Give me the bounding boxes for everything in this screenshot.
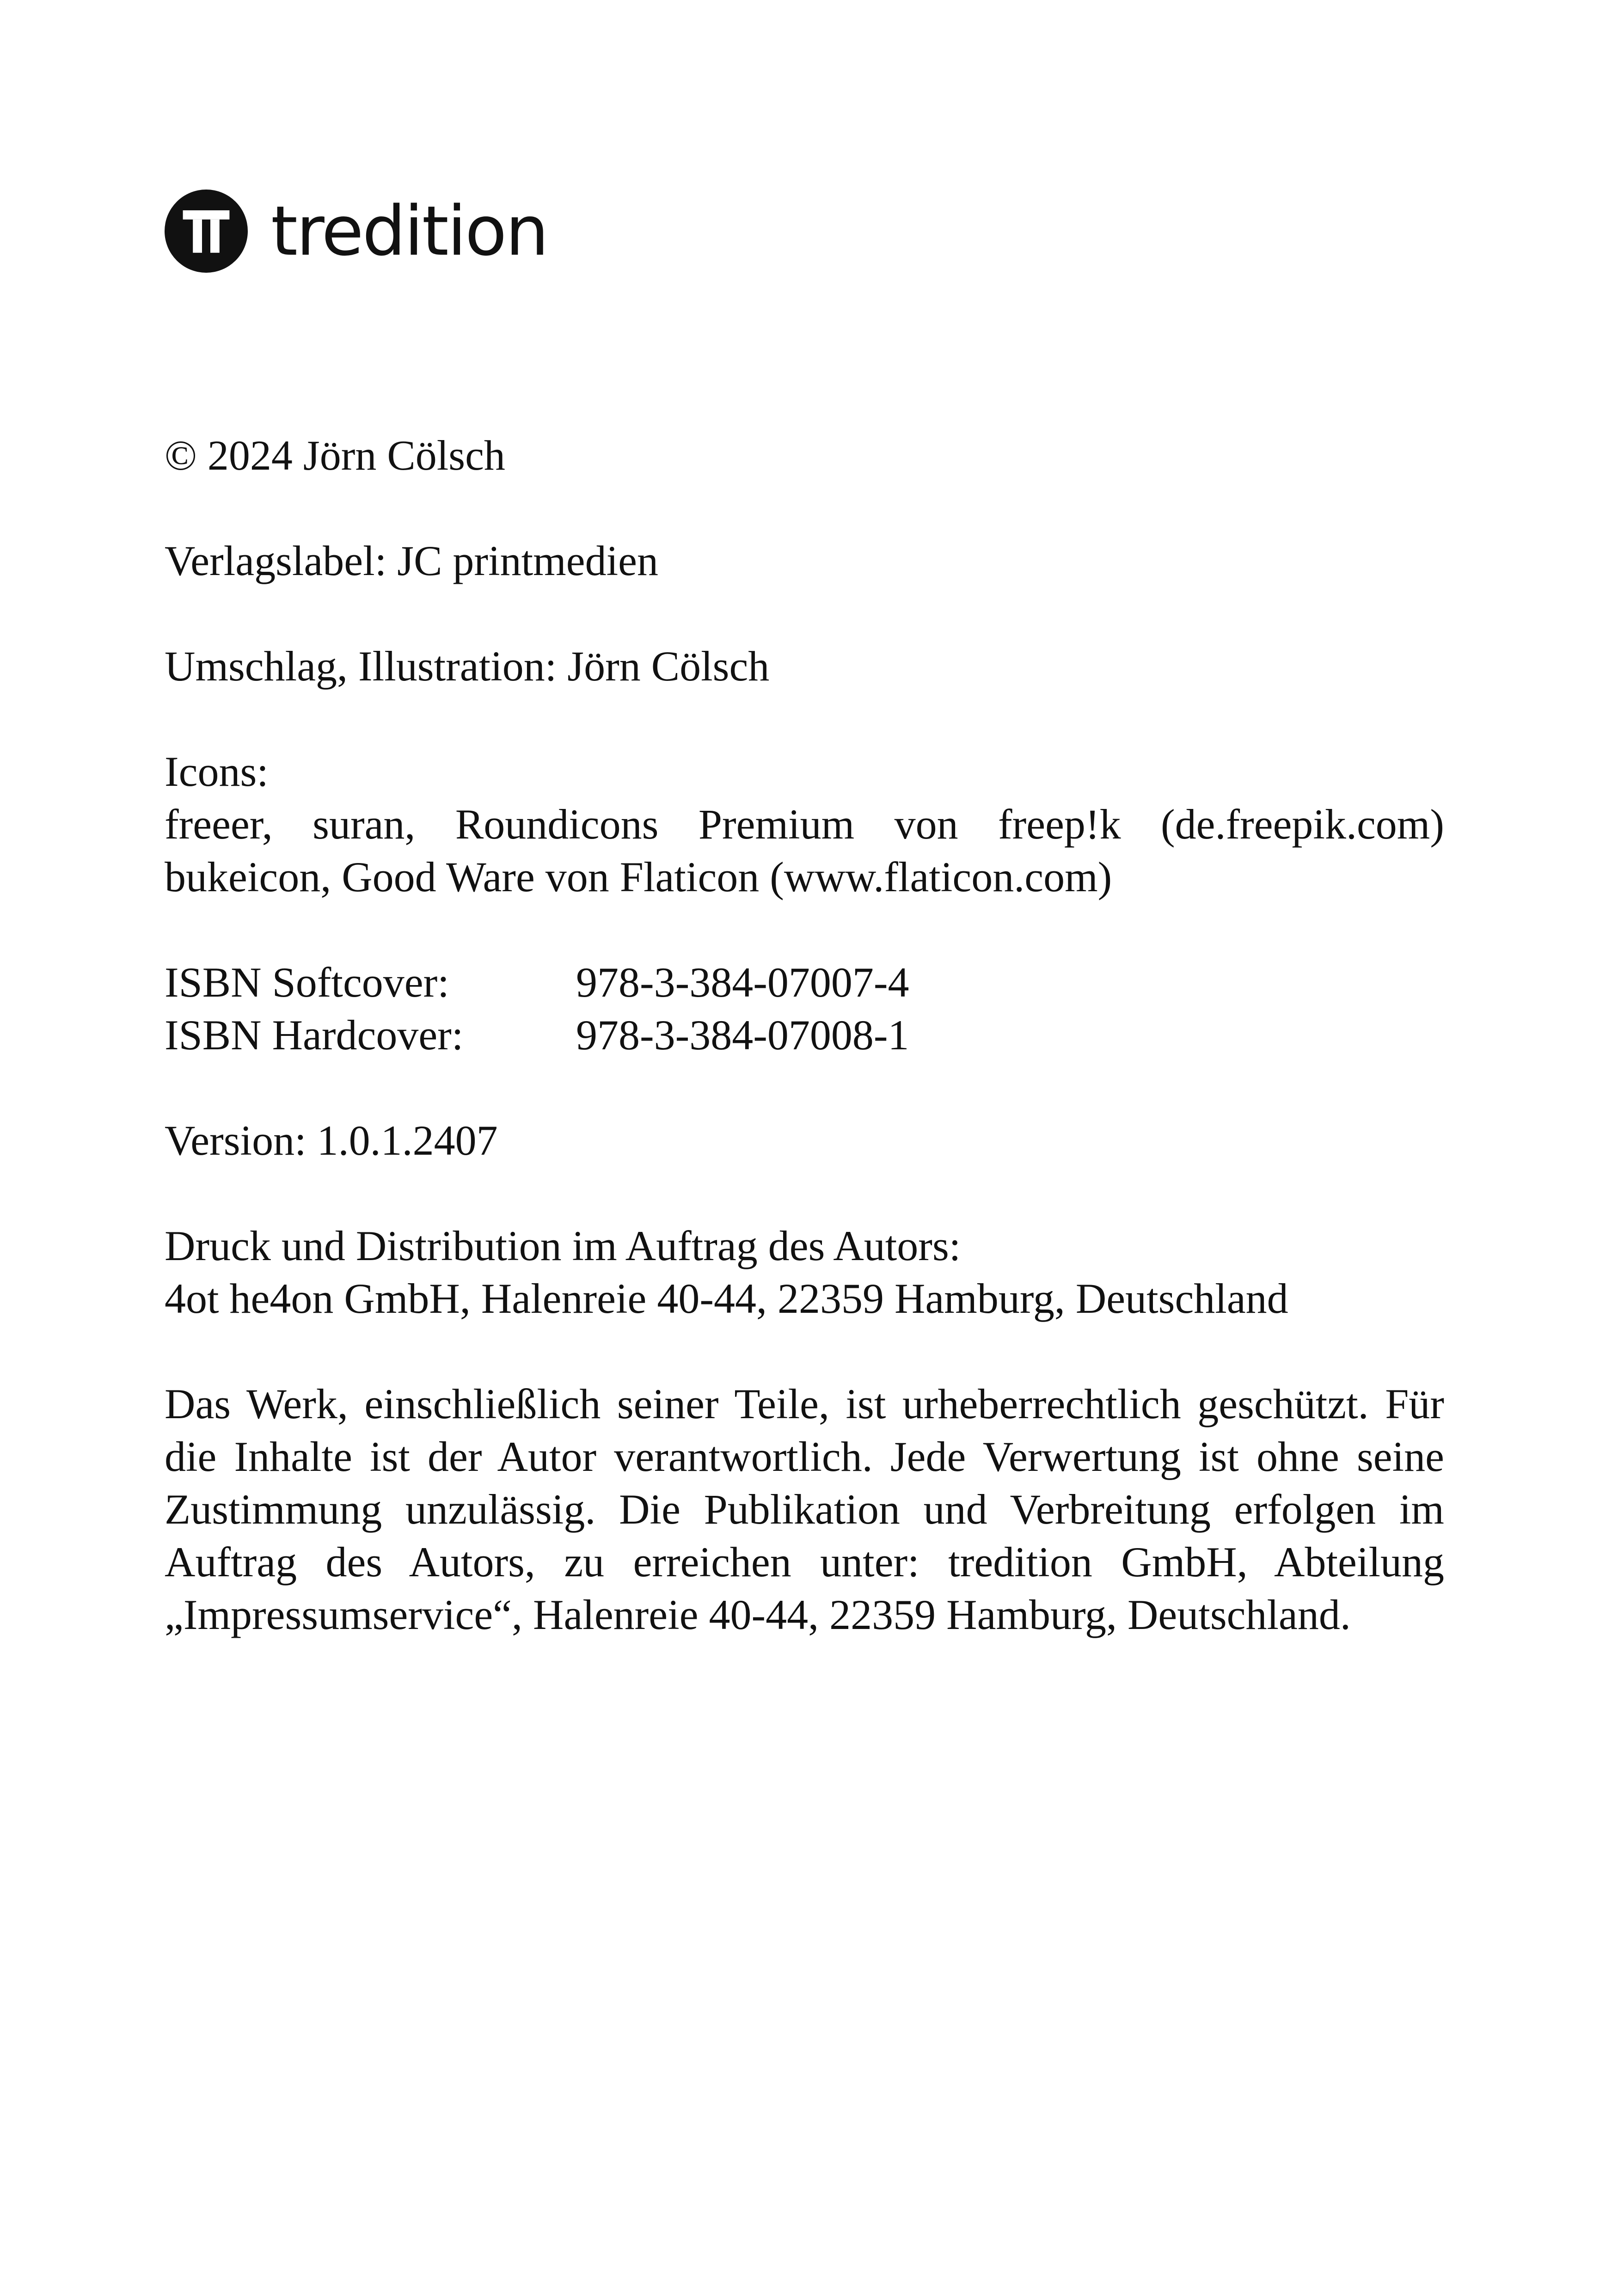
icons-credit-line-1: freeer, suran, Roundicons Premium von freep!k (de.freepik.com) <box>165 801 1444 848</box>
tredition-logo-icon <box>165 190 248 273</box>
print-distribution <box>165 1219 1444 1325</box>
isbn-value: 978-3-384-07008-1 <box>576 1011 909 1059</box>
logo-wordmark: tredition <box>271 191 548 271</box>
isbn-label: ISBN Hardcover: <box>165 1011 464 1059</box>
imprint-content <box>165 429 1444 1641</box>
print-line-1: Druck und Distribution im Auftrag des Autors: <box>165 1222 961 1269</box>
isbn-block <box>165 956 1444 1061</box>
legal-notice: Das Werk, einschließlich seiner Teile, ist urheberrechtlich geschützt. Für die Inhalte ist der Autor verantwortlich. Jede Verwertung ist ohne seine Zustimmung unzulässig. Die Publikation und Verbreitung erfolgen im Auftrag des Autors, zu erreichen unter: tredition GmbH, Abteilung „Impressumservice“, Halenreie 40-44, 22359 Hamburg, Deutschland. <box>165 1380 1444 1638</box>
isbn-label: ISBN Softcover: <box>165 959 449 1006</box>
isbn-row-hardcover <box>165 1009 1444 1061</box>
icons-credits <box>165 745 1444 903</box>
icons-heading: Icons: <box>165 748 269 795</box>
cover-credit-line: Umschlag, Illustration: Jörn Cölsch <box>165 643 770 690</box>
publisher-label-line: Verlagslabel: JC printmedien <box>165 537 658 584</box>
isbn-row-softcover <box>165 956 1444 1009</box>
print-line-2: 4ot he4on GmbH, Halenreie 40-44, 22359 Hamburg, Deutschland <box>165 1275 1288 1322</box>
copyright-line: © 2024 Jörn Cölsch <box>165 432 505 479</box>
icons-credit-line-2: bukeicon, Good Ware von Flaticon (www.flaticon.com) <box>165 853 1112 900</box>
version-line: Version: 1.0.1.2407 <box>165 1117 498 1164</box>
publisher-logo <box>165 190 547 273</box>
isbn-value: 978-3-384-07007-4 <box>576 959 909 1006</box>
